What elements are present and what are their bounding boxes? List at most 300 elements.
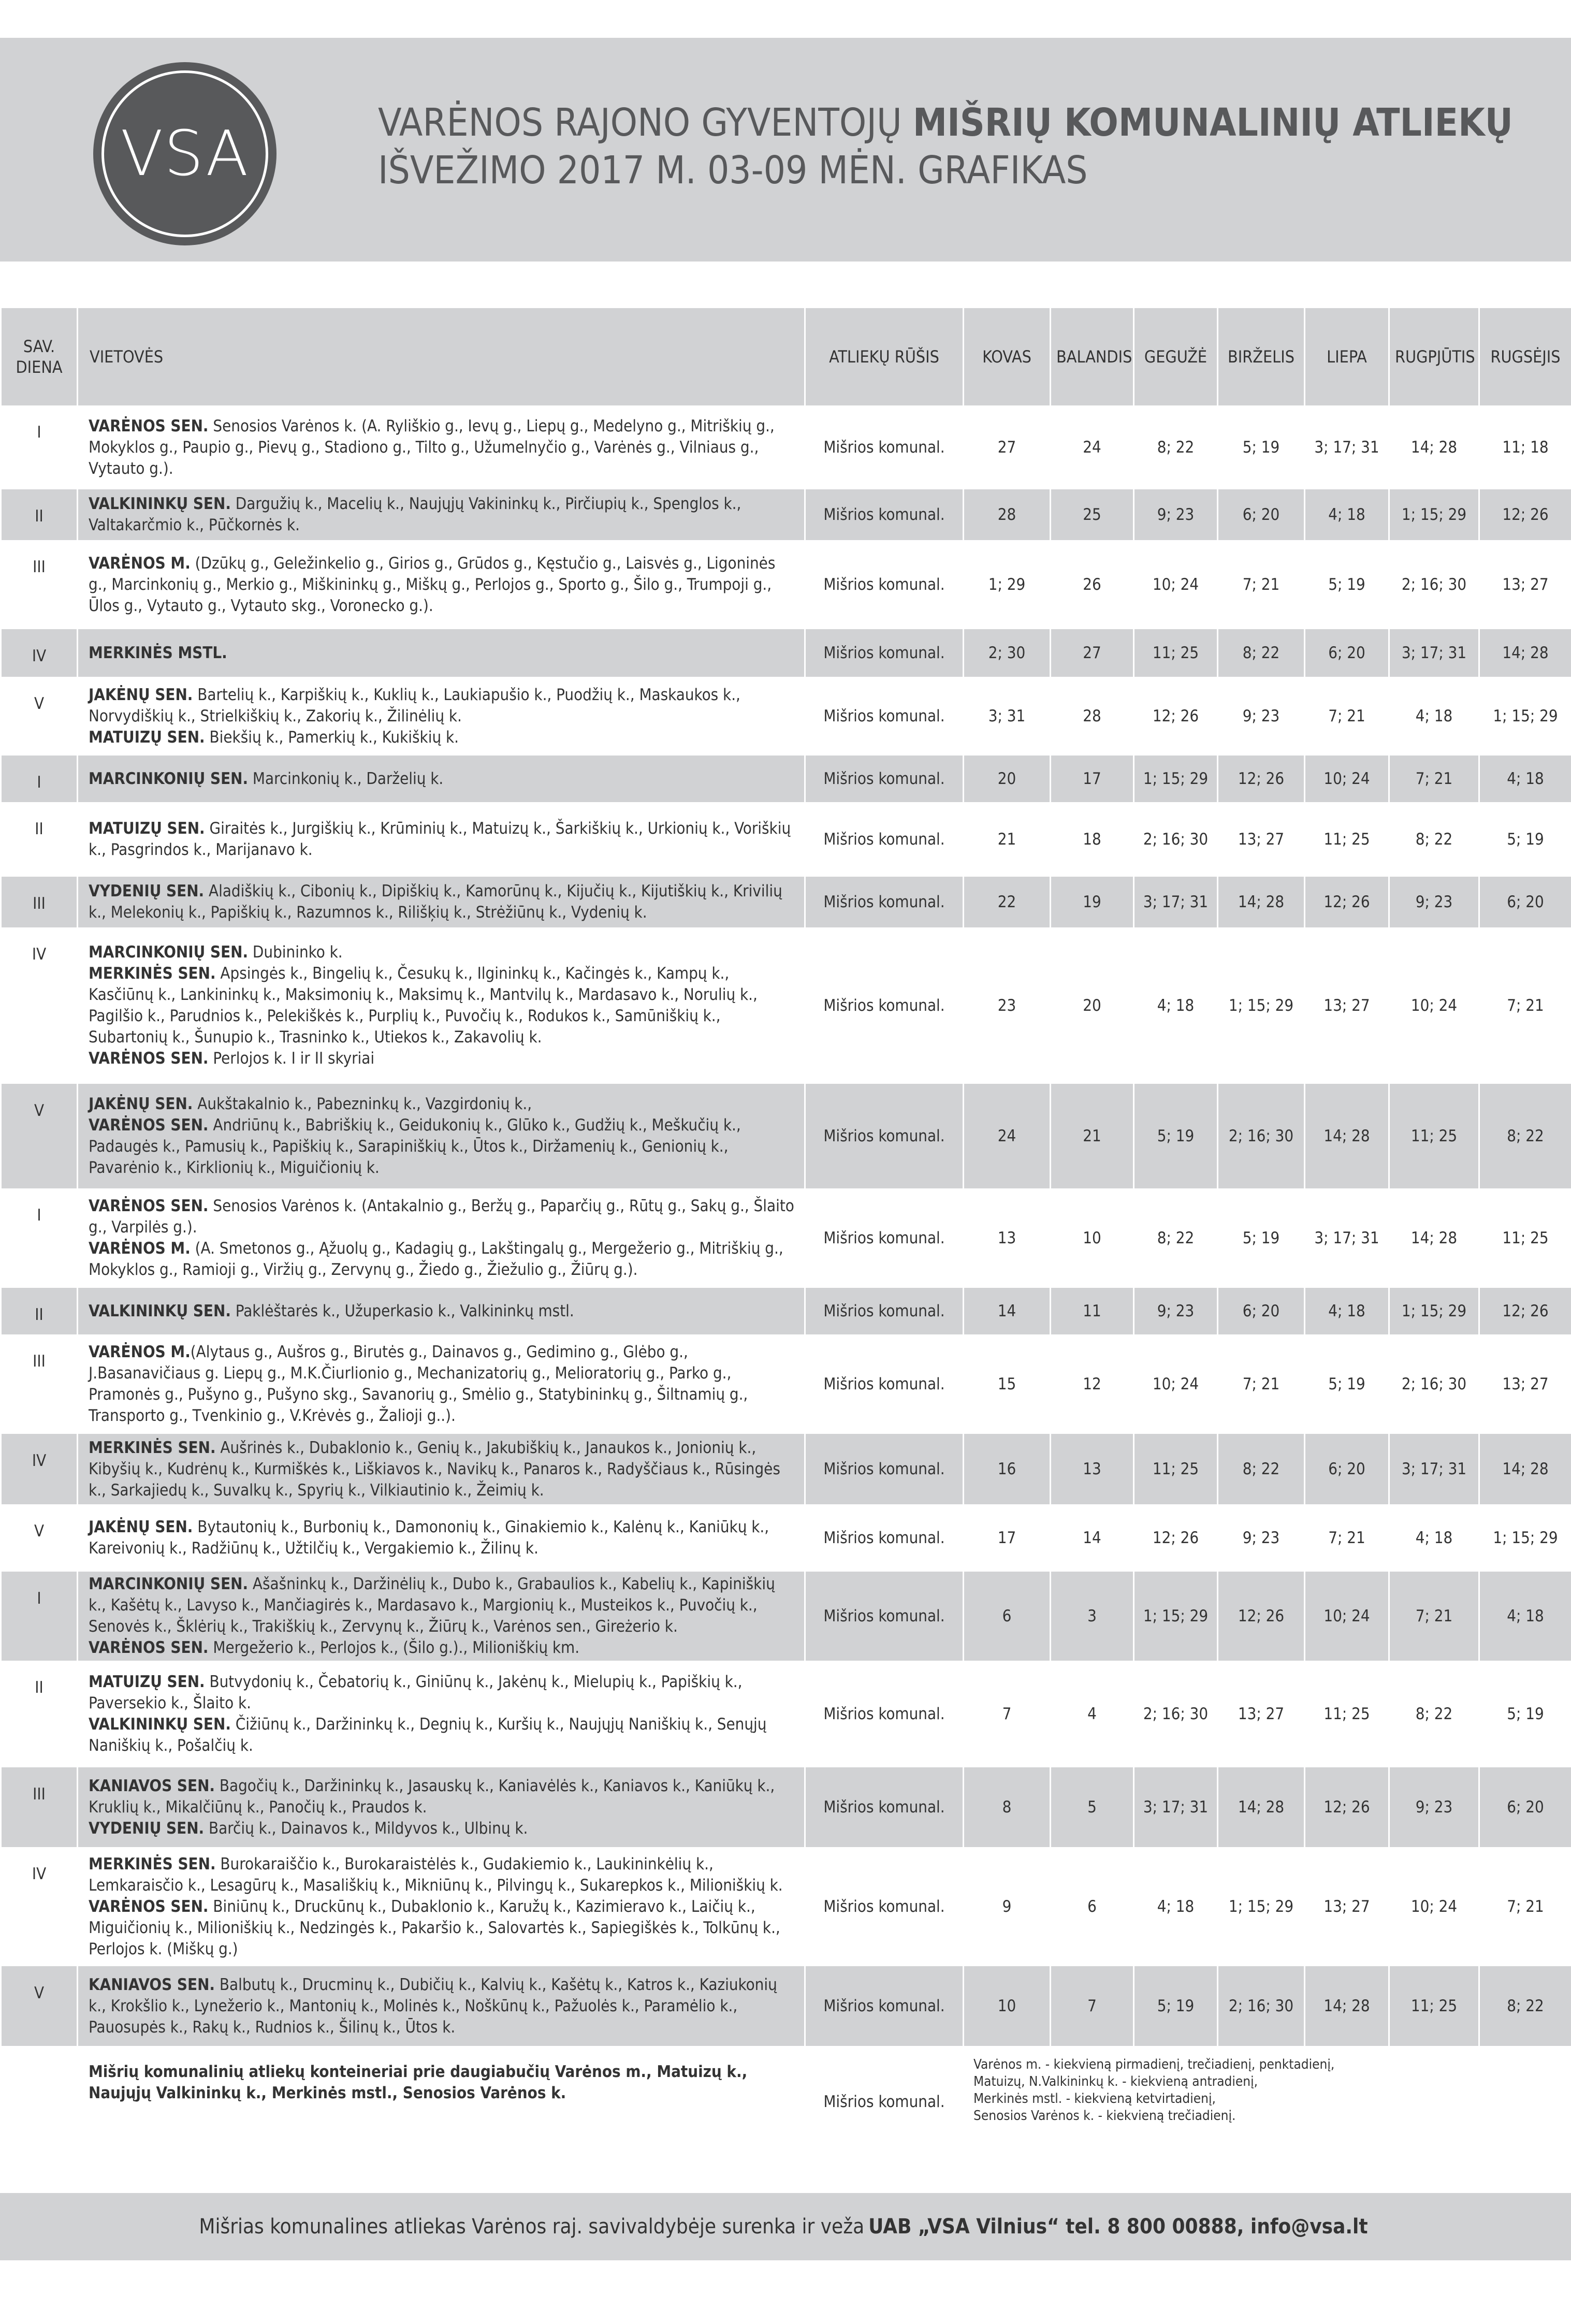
villages-list: Apsingės k., Bingelių k., Česukų k., Ilgininkų k., Kačingės k., Kampų k., Kasčiūnų k., Lankininkų k., Maksimonių k., Maksimų k., Mantvilų k., Mardasavo k., Norulių k., Pagilšio k., Parudnios k., Pelekiškės k., Purplių k., Puvočių k., Rodukos k., Samūniškių k., Subartonių k., Šunupio k., Trasninko k., Utiekos k., Zakavolių k. [89,964,758,1047]
location-cell [78,1572,805,1661]
villages-list: Mergežerio k., Perlojos k., (Šilo g.)., Milioniškių km. [208,1638,580,1657]
location-part [89,1714,796,1756]
location-part [89,818,796,861]
empty-day-cell [1,2046,78,2158]
month-dates-cell: 10 [1051,1188,1134,1288]
month-dates-cell: 11; 25 [1305,802,1389,877]
footer-band [0,2193,1571,2260]
month-dates-cell: 14 [1051,1504,1134,1572]
month-dates-cell: 8; 22 [1134,1188,1218,1288]
location-part [89,1672,796,1714]
month-dates-cell: 8; 22 [1134,405,1218,489]
month-dates-cell: 7 [1051,1966,1134,2046]
month-dates-cell: 4; 18 [1389,677,1479,756]
waste-type-cell: Mišrios komunal. [805,1188,964,1288]
villages-list: Biekšių k., Pamerkių k., Kukiškių k. [205,728,459,747]
month-dates-cell: 6; 20 [1479,877,1571,927]
month-dates-cell: 10; 24 [1134,540,1218,629]
month-dates-cell: 14 [964,1288,1051,1334]
month-dates-cell: 5; 19 [1134,1084,1218,1188]
villages-list: Dargužių k., Macelių k., Naujųjų Vakininkų k., Pirčiupių k., Spenglos k., Valtakarčmio k., Pūčkornės k. [89,495,741,534]
table-row [1,802,1571,877]
table-row [1,540,1571,629]
containers-schedule-note [964,2046,1571,2158]
note-line: Senosios Varėnos k. - kiekvieną trečiadienį. [973,2108,1236,2124]
note-line: Merkinės mstl. - kiekvieną ketvirtadienį, [973,2091,1216,2107]
waste-type-cell: Mišrios komunal. [805,629,964,677]
month-dates-cell: 12; 26 [1305,877,1389,927]
month-dates-cell: 28 [1051,677,1134,756]
day-cell: II [1,1288,78,1334]
month-dates-cell: 2; 16; 30 [1134,1661,1218,1767]
day-cell: III [1,540,78,629]
waste-type-cell: Mišrios komunal. [805,1434,964,1504]
location-cell [78,1334,805,1434]
villages-list: Andriūnų k., Babriškių k., Geidukonių k., Glūko k., Gudžių k., Meškučių k., Padaugės k., Pamusių k., Papiškių k., Sarapiniškių k., Ūtos k., Diržamenių k., Genionių k., Pavarėnio k., Kirklionių k., Miguičionių k. [89,1116,741,1177]
month-dates-cell: 13; 27 [1305,927,1389,1084]
month-dates-cell: 6 [964,1572,1051,1661]
month-dates-cell: 3; 17; 31 [1134,877,1218,927]
location-cell [78,629,805,677]
eldership-name: MARCINKONIŲ SEN. [89,769,249,788]
location-part [89,493,796,536]
month-dates-cell: 9; 23 [1134,1288,1218,1334]
month-dates-cell: 9; 23 [1134,489,1218,540]
month-dates-cell: 7 [964,1661,1051,1767]
month-dates-cell: 1; 29 [964,540,1051,629]
day-cell: II [1,489,78,540]
location-part [89,727,796,748]
day-cell: III [1,1767,78,1847]
month-dates-cell: 14; 28 [1389,1188,1479,1288]
month-dates-cell: 1; 15; 29 [1134,756,1218,802]
month-dates-cell: 21 [1051,1084,1134,1188]
eldership-name: VARĖNOS SEN. [89,1638,209,1657]
vsa-logo [93,62,277,245]
eldership-name: VARĖNOS SEN. [89,1897,209,1916]
location-part [89,1238,796,1281]
eldership-name: VARĖNOS SEN. [89,1049,209,1068]
table-row [1,1188,1571,1288]
month-dates-cell: 2; 16; 30 [1218,1966,1305,2046]
villages-list: Biniūnų k., Druckūnų k., Dubaklonio k., Karužų k., Kazimieravo k., Laičių k., Miguičionių k., Milioniškių k., Nedzingės k., Pakaršio k., Salovartės k., Sapiegiškės k., Tolkūnų k., Perlojos k. (Miškų g.) [89,1897,780,1958]
location-cell [78,756,805,802]
month-dates-cell: 7; 21 [1389,1572,1479,1661]
eldership-name: VARĖNOS SEN. [89,416,209,435]
location-cell [78,927,805,1084]
day-cell: I [1,756,78,802]
month-dates-cell: 13; 27 [1218,802,1305,877]
eldership-name: VALKININKŲ SEN. [89,495,231,513]
month-dates-cell: 28 [964,489,1051,540]
month-dates-cell: 1; 15; 29 [1218,1847,1305,1966]
month-dates-cell: 7; 21 [1479,1847,1571,1966]
villages-list: (Alytaus g., Aušros g., Birutės g., Dainavos g., Gedimino g., Glėbo g., J.Basanavičiaus g. Liepų g., M.K.Čiurlionio g., Mechanizatorių g., Melioratorių g., Parko g., Pramonės g., Pušyno g., Pušyno skg., Savanorių g., Smėlio g., Statybininkų g., Šiltnamių g., Transporto g., Tvenkinio g., V.Krėvės g., Žalioji g..). [89,1343,748,1425]
day-cell: IV [1,1434,78,1504]
note-line: Varėnos m. - kiekvieną pirmadienį, trečiadienį, penktadienį, [973,2057,1335,2072]
month-dates-cell: 3; 31 [964,677,1051,756]
location-part [89,963,796,1048]
location-cell [78,1288,805,1334]
villages-list: Dubininko k. [248,943,343,962]
schedule-table [0,308,1571,2158]
month-dates-cell: 3; 17; 31 [1389,1434,1479,1504]
eldership-name: MERKINĖS SEN. [89,964,216,983]
month-dates-cell: 3; 17; 31 [1305,1188,1389,1288]
location-cell [78,1188,805,1288]
month-dates-cell: 1; 15; 29 [1389,1288,1479,1334]
month-dates-cell: 19 [1051,877,1134,927]
villages-list: Barčių k., Dainavos k., Mildyvos k., Ulbinų k. [204,1819,528,1838]
month-dates-cell: 5; 19 [1479,1661,1571,1767]
location-part [89,881,796,923]
month-dates-cell: 7; 21 [1218,540,1305,629]
month-dates-cell: 14; 28 [1479,1434,1571,1504]
month-dates-cell: 13 [1051,1434,1134,1504]
waste-type-cell: Mišrios komunal. [805,1661,964,1767]
waste-type-cell: Mišrios komunal. [805,1572,964,1661]
location-cell [78,1504,805,1572]
month-dates-cell: 17 [964,1504,1051,1572]
location-cell [78,1966,805,2046]
month-dates-cell: 6 [1051,1847,1134,1966]
waste-type-cell: Mišrios komunal. [805,405,964,489]
month-dates-cell: 10; 24 [1305,756,1389,802]
table-header [1,308,1571,405]
villages-list: (A. Smetonos g., Ąžuolų g., Kadagių g., Lakštingalų g., Mergežerio g., Mitriškių g., Mokyklos g., Ramioji g., Viržių g., Zervynų g., Žiedo g., Žiežulio g., Žiūrų g.). [89,1239,783,1279]
month-dates-cell: 10 [964,1966,1051,2046]
location-cell [78,540,805,629]
eldership-name: MATUIZŲ SEN. [89,1673,205,1691]
table-row [1,405,1571,489]
month-dates-cell: 8; 22 [1218,629,1305,677]
waste-type-cell: Mišrios komunal. [805,1847,964,1966]
eldership-name: VYDENIŲ SEN. [89,882,205,900]
table-row [1,1767,1571,1847]
month-dates-cell: 10; 24 [1305,1572,1389,1661]
month-dates-cell: 9; 23 [1389,877,1479,927]
month-dates-cell: 10; 24 [1389,927,1479,1084]
location-part [89,643,796,664]
col-month: GEGUŽĖ [1134,308,1218,405]
month-dates-cell: 6; 20 [1479,1767,1571,1847]
month-dates-cell: 8; 22 [1218,1434,1305,1504]
month-dates-cell: 8; 22 [1479,1084,1571,1188]
location-part [89,768,796,790]
month-dates-cell: 1; 15; 29 [1479,1504,1571,1572]
waste-type-cell: Mišrios komunal. [805,1966,964,2046]
eldership-name: JAKĖNŲ SEN. [89,1095,193,1113]
title-line1-plain: VARĖNOS RAJONO GYVENTOJŲ [378,100,913,145]
day-cell: V [1,677,78,756]
month-dates-cell: 9; 23 [1218,677,1305,756]
month-dates-cell: 14; 28 [1479,629,1571,677]
month-dates-cell: 4; 18 [1305,489,1389,540]
month-dates-cell: 12 [1051,1334,1134,1434]
month-dates-cell: 10; 24 [1134,1334,1218,1434]
month-dates-cell: 2; 30 [964,629,1051,677]
table-row [1,1572,1571,1661]
month-dates-cell: 11; 25 [1134,629,1218,677]
location-cell [78,1847,805,1966]
location-part [89,942,796,963]
eldership-name: MERKINĖS SEN. [89,1854,216,1873]
month-dates-cell: 14; 28 [1305,1966,1389,2046]
location-part [89,1574,796,1637]
col-month: BALANDIS [1051,308,1134,405]
day-cell: IV [1,1847,78,1966]
month-dates-cell: 4; 18 [1305,1288,1389,1334]
waste-type-cell: Mišrios komunal. [805,540,964,629]
month-dates-cell: 7; 21 [1479,927,1571,1084]
col-day [1,308,78,405]
month-dates-cell: 14; 28 [1218,1767,1305,1847]
col-month: RUGPJŪTIS [1389,308,1479,405]
eldership-name: KANIAVOS SEN. [89,1776,215,1795]
location-part [89,1896,796,1960]
month-dates-cell: 9 [964,1847,1051,1966]
day-cell: I [1,1188,78,1288]
month-dates-cell: 5; 19 [1479,802,1571,877]
month-dates-cell: 4 [1051,1661,1134,1767]
month-dates-cell: 13; 27 [1305,1847,1389,1966]
table-row [1,1084,1571,1188]
eldership-name: VARĖNOS M. [89,1239,191,1258]
month-dates-cell: 4; 18 [1479,756,1571,802]
location-cell [78,677,805,756]
eldership-name: JAKĖNŲ SEN. [89,685,193,704]
table-row [1,677,1571,756]
location-part [89,1517,796,1559]
eldership-name: VARĖNOS SEN. [89,1197,209,1215]
waste-type-cell: Mišrios komunal. [805,1504,964,1572]
month-dates-cell: 4; 18 [1389,1504,1479,1572]
waste-type-cell: Mišrios komunal. [805,1084,964,1188]
villages-list: Aukštakalnio k., Pabezninkų k., Vazgirdonių k., [193,1095,532,1113]
table-row [1,756,1571,802]
villages-list: Butvydonių k., Čebatorių k., Giniūnų k., Jakėnų k., Mielupių k., Papiškių k., Paversekio k., Šlaito k. [89,1673,743,1712]
table-row [1,1966,1571,2046]
title-line1-bold: MIŠRIŲ KOMUNALINIŲ ATLIEKŲ [912,100,1513,145]
month-dates-cell: 5 [1051,1767,1134,1847]
location-cell [78,802,805,877]
location-part [89,1854,796,1896]
month-dates-cell: 11; 18 [1479,405,1571,489]
location-cell [78,489,805,540]
villages-list: Senosios Varėnos k. (Antakalnio g., Beržų g., Paparčių g., Rūtų g., Sakų g., Šlaito g., Varpilės g.). [89,1197,794,1237]
table-body [1,405,1571,2158]
waste-type-cell: Mišrios komunal. [805,802,964,877]
month-dates-cell: 7; 21 [1218,1334,1305,1434]
eldership-name: MERKINĖS SEN. [89,1438,216,1457]
month-dates-cell: 3; 17; 31 [1389,629,1479,677]
month-dates-cell: 1; 15; 29 [1134,1572,1218,1661]
month-dates-cell: 8; 22 [1479,1966,1571,2046]
waste-type-cell: Mišrios komunal. [805,1767,964,1847]
month-dates-cell: 4; 18 [1479,1572,1571,1661]
location-part [89,1094,796,1115]
villages-list: Bagočių k., Daržininkų k., Jasauskų k., Kaniavėlės k., Kaniavos k., Kaniūkų k., Kruklių k., Mikalčiūnų k., Panočių k., Praudos k. [89,1776,775,1817]
eldership-name: KANIAVOS SEN. [89,1975,215,1994]
day-cell: III [1,1334,78,1434]
location-cell [78,1434,805,1504]
waste-type-cell: Mišrios komunal. [805,1334,964,1434]
logo-text: VSA [120,118,250,190]
col-month: LIEPA [1305,308,1389,405]
month-dates-cell: 11; 25 [1305,1661,1389,1767]
month-dates-cell: 3; 17; 31 [1305,405,1389,489]
month-dates-cell: 14; 28 [1305,1084,1389,1188]
villages-list: Paklėštarės k., Užuperkasio k., Valkininkų mstl. [230,1301,574,1320]
table-row [1,1504,1571,1572]
month-dates-cell: 14; 28 [1389,405,1479,489]
location-part [89,1437,796,1501]
eldership-name: VARĖNOS SEN. [89,1116,209,1135]
waste-type-cell: Mišrios komunal. [805,1288,964,1334]
location-part [89,1818,796,1839]
location-cell [78,1084,805,1188]
eldership-name: VARĖNOS M. [89,554,191,573]
month-dates-cell: 1; 15; 29 [1218,927,1305,1084]
month-dates-cell: 5; 19 [1218,1188,1305,1288]
month-dates-cell: 4; 18 [1134,927,1218,1084]
month-dates-cell: 6; 20 [1305,1434,1389,1504]
month-dates-cell: 8; 22 [1389,1661,1479,1767]
location-part [89,416,796,480]
month-dates-cell: 23 [964,927,1051,1084]
containers-note-row [1,2046,1571,2158]
month-dates-cell: 7; 21 [1305,677,1389,756]
month-dates-cell: 5; 19 [1305,1334,1389,1434]
day-cell: I [1,405,78,489]
month-dates-cell: 6; 20 [1305,629,1389,677]
month-dates-cell: 5; 19 [1218,405,1305,489]
month-dates-cell: 14; 28 [1218,877,1305,927]
page-title [378,99,1517,194]
title-line2: IŠVEŽIMO 2017 M. 03-09 MĖN. GRAFIKAS [378,148,1088,193]
day-cell: I [1,1572,78,1661]
footer-text: Mišrias komunalines atliekas Varėnos raj. savivaldybėje surenka ir veža [199,2215,865,2239]
villages-list: Senosios Varėnos k. (A. Ryliškio g., Ievų g., Liepų g., Medelyno g., Mitriškių g., Mokyklos g., Paupio g., Pievų g., Stadiono g., Tilto g., Užumelnyčio g., Varėnės g., Vilniaus g., Vytauto g.). [89,416,775,478]
col-waste-type: ATLIEKŲ RŪŠIS [805,308,964,405]
month-dates-cell: 5; 19 [1134,1966,1218,2046]
table-row [1,1288,1571,1334]
note-line: Matuizų, N.Valkininkų k. - kiekvieną antradienį, [973,2074,1258,2089]
month-dates-cell: 27 [1051,629,1134,677]
villages-list: Marcinkonių k., Darželių k. [248,769,444,788]
villages-list: Perlojos k. I ir II skyriai [208,1049,375,1068]
eldership-name: MERKINĖS MSTL. [89,643,227,662]
month-dates-cell: 9; 23 [1389,1767,1479,1847]
villages-list: (Dzūkų g., Geležinkelio g., Girios g., Grūdos g., Kęstučio g., Laisvės g., Ligoninės g., Marcinkonių g., Merkio g., Miškininkų g., Miškų g., Perlojos g., Sporto g., Šilo g., Trumpoji g., Ūlos g., Vytauto g., Vytauto skg., Voronecko g.). [89,554,776,615]
month-dates-cell: 3; 17; 31 [1134,1767,1218,1847]
day-cell: III [1,877,78,927]
month-dates-cell: 20 [964,756,1051,802]
eldership-name: VALKININKŲ SEN. [89,1715,231,1734]
villages-list: Balbutų k., Drucminų k., Dubičių k., Kalvių k., Kašėtų k., Katros k., Kaziukonių k., Krokšlio k., Lynežerio k., Mantonių k., Molinės k., Noškūnų k., Pažuolės k., Paramėlio k., Pauosupės k., Rakų k., Rudnios k., Šilinų k., Ūtos k. [89,1975,777,2037]
location-part [89,1301,796,1322]
month-dates-cell: 12; 26 [1134,1504,1218,1572]
month-dates-cell: 15 [964,1334,1051,1434]
day-cell: IV [1,927,78,1084]
month-dates-cell: 3 [1051,1572,1134,1661]
month-dates-cell: 2; 16; 30 [1389,1334,1479,1434]
waste-type-cell: Mišrios komunal. [805,756,964,802]
month-dates-cell: 2; 16; 30 [1389,540,1479,629]
villages-list: Ašašninkų k., Daržinėlių k., Dubo k., Grabaulios k., Kabelių k., Kapiniškių k., Kašėtų k., Lavyso k., Mančiagirės k., Mardasavo k., Margionių k., Musteikos k., Puvočių k., Senovės k., Šklėrių k., Trakiškių k., Zervynų k., Žiūrų k., Varėnos sen., Gireżerio k. [89,1575,775,1636]
month-dates-cell: 12; 26 [1134,677,1218,756]
location-part [89,1776,796,1818]
col-month: BIRŽELIS [1218,308,1305,405]
waste-type-cell: Mišrios komunal. [805,927,964,1084]
location-part [89,1974,796,2038]
month-dates-cell: 13; 27 [1479,540,1571,629]
month-dates-cell: 12; 26 [1479,1288,1571,1334]
month-dates-cell: 1; 15; 29 [1389,489,1479,540]
day-cell: IV [1,629,78,677]
month-dates-cell: 16 [964,1434,1051,1504]
month-dates-cell: 24 [1051,405,1134,489]
col-day-label: SAV. DIENA [16,337,63,377]
location-cell [78,1767,805,1847]
day-cell: V [1,1966,78,2046]
month-dates-cell: 27 [964,405,1051,489]
month-dates-cell: 26 [1051,540,1134,629]
month-dates-cell: 12; 26 [1218,1572,1305,1661]
eldership-name: VYDENIŲ SEN. [89,1819,205,1838]
month-dates-cell: 21 [964,802,1051,877]
villages-list: Bytautonių k., Burbonių k., Damononių k., Ginakiemio k., Kalėnų k., Kaniūkų k., Kareivonių k., Radžiūnų k., Užtilčių k., Vergakiemio k., Žilinų k. [89,1518,769,1558]
eldership-name: JAKĖNŲ SEN. [89,1518,193,1536]
table-row [1,1847,1571,1966]
table-row [1,1434,1571,1504]
month-dates-cell: 9; 23 [1218,1504,1305,1572]
month-dates-cell: 13; 27 [1479,1334,1571,1434]
eldership-name: VALKININKŲ SEN. [89,1301,231,1320]
table-row [1,1661,1571,1767]
month-dates-cell: 12; 26 [1218,756,1305,802]
villages-list: Burokaraiščio k., Burokaraistėlės k., Gudakiemio k., Laukininkėlių k., Lemkaraisčio k., Lesagūrų k., Masališkių k., Mikniūnų k., Pilvingų k., Sukarepkos k., Milioniškių k. [89,1854,783,1895]
waste-type-cell: Mišrios komunal. [805,877,964,927]
location-part [89,1048,796,1069]
day-cell: V [1,1084,78,1188]
month-dates-cell: 11; 25 [1479,1188,1571,1288]
eldership-name: MARCINKONIŲ SEN. [89,1575,249,1593]
col-month: KOVAS [964,308,1051,405]
day-cell: V [1,1504,78,1572]
month-dates-cell: 22 [964,877,1051,927]
month-dates-cell: 6; 20 [1218,489,1305,540]
month-dates-cell: 7; 21 [1305,1504,1389,1572]
day-cell: II [1,802,78,877]
location-cell [78,405,805,489]
month-dates-cell: 11 [1051,1288,1134,1334]
month-dates-cell: 8; 22 [1389,802,1479,877]
eldership-name: MATUIZŲ SEN. [89,728,205,747]
month-dates-cell: 6; 20 [1218,1288,1305,1334]
table-row [1,927,1571,1084]
eldership-name: MARCINKONIŲ SEN. [89,943,249,962]
month-dates-cell: 13 [964,1188,1051,1288]
month-dates-cell: 12; 26 [1479,489,1571,540]
location-part [89,553,796,617]
month-dates-cell: 2; 16; 30 [1134,802,1218,877]
month-dates-cell: 11; 25 [1389,1966,1479,2046]
location-part [89,685,796,727]
waste-type-cell: Mišrios komunal. [805,489,964,540]
table-row [1,489,1571,540]
month-dates-cell: 24 [964,1084,1051,1188]
